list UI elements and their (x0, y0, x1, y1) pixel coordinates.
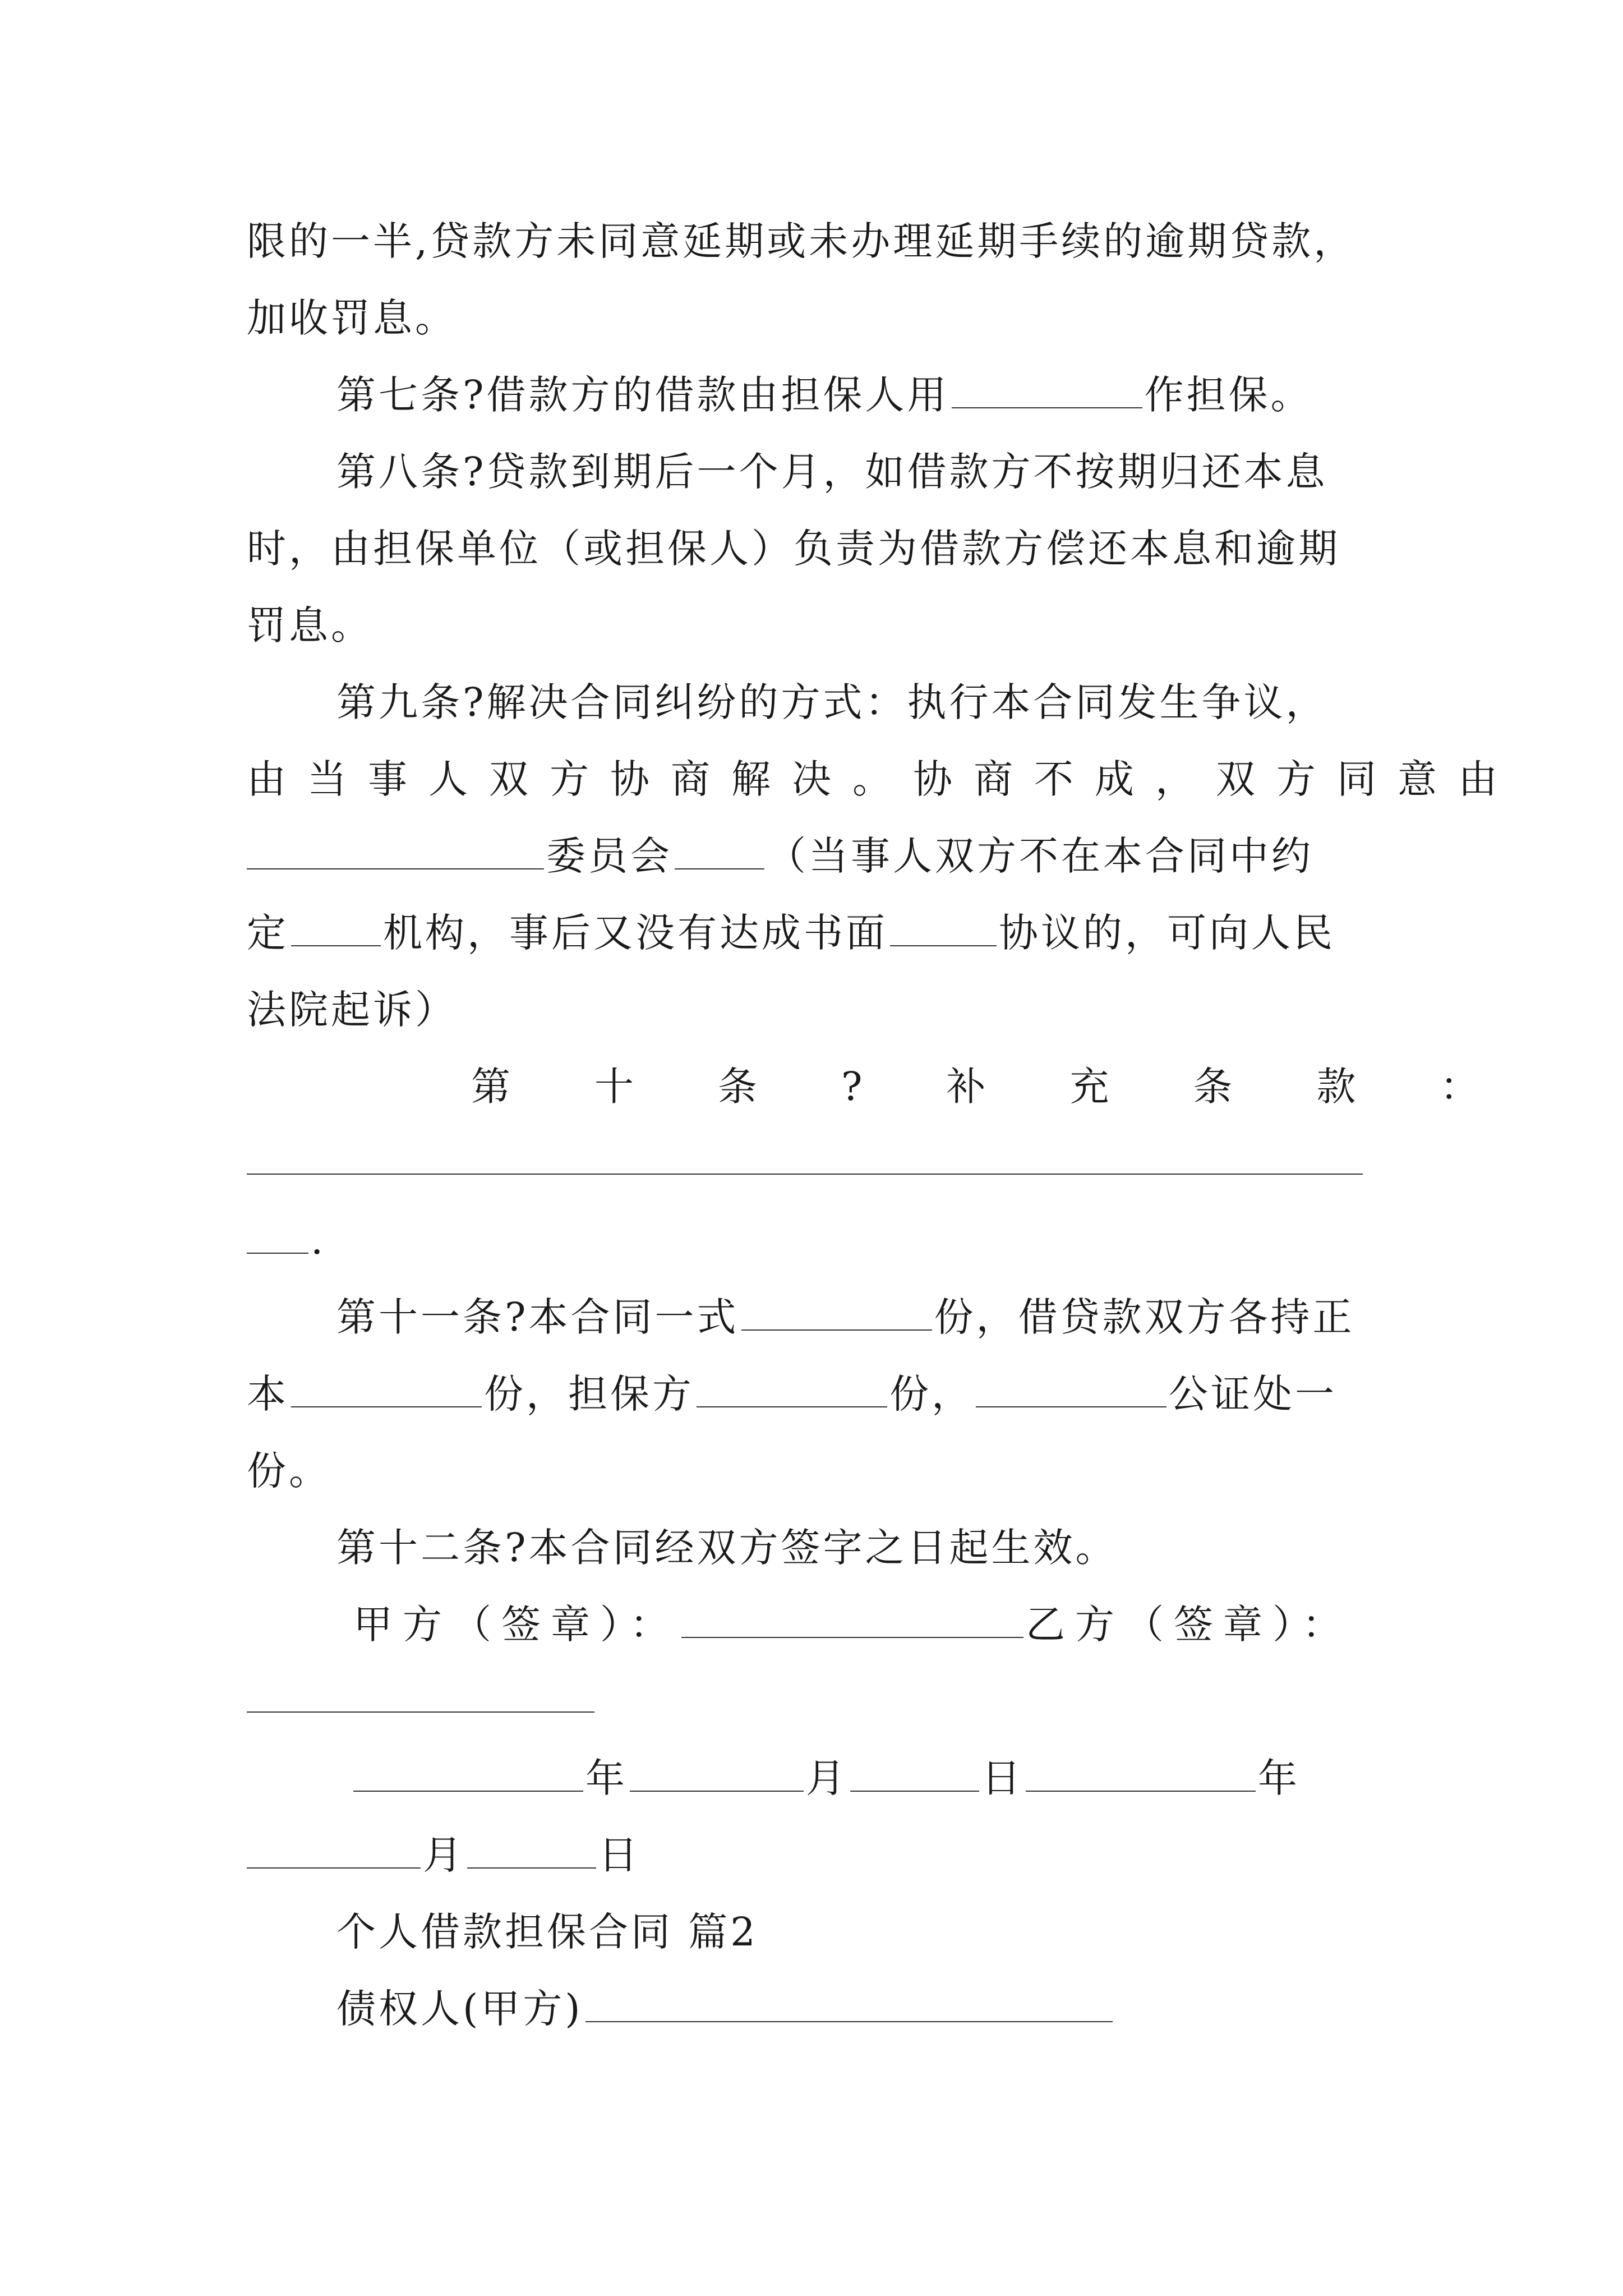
paragraph-line: 定 机构，事后又没有达成书面 协议的，可向人民 (247, 905, 1385, 961)
article-8: 第八条?贷款到期后一个月，如借款方不按期归还本息 (336, 449, 1328, 495)
blank-line (247, 1216, 308, 1254)
blank-line (890, 908, 997, 946)
blank-line (291, 908, 381, 946)
blank-line (291, 1369, 482, 1407)
blank-line (247, 1830, 421, 1869)
article-10: 第十条?补充条款： (471, 1064, 1564, 1110)
blank-line (697, 1369, 887, 1407)
paragraph-line: . (247, 1212, 1385, 1268)
paragraph-line: 时，由担保单位（或担保人）负责为借款方偿还本息和逾期 (247, 526, 1340, 572)
paragraph-line: 由当事人双方协商解决。协商不成，双方同意由 (247, 756, 1519, 802)
blank-line (585, 1984, 1113, 2022)
date-line: 年 月 日 年 (353, 1750, 1385, 1806)
paragraph-line: 法院起诉） (247, 987, 457, 1033)
date-line: 月 日 (247, 1827, 1385, 1883)
paragraph-line: 限的一半,贷款方未同意延期或未办理延期手续的逾期贷款， (247, 218, 1356, 264)
section-title: 个人借款担保合同 篇2 (336, 1909, 758, 1955)
blank-line (952, 370, 1142, 408)
article-12: 第十二条?本合同经双方签字之日起生效。 (336, 1525, 1118, 1571)
paragraph-line: 本 份，担保方 份， 公证处一 (247, 1366, 1385, 1422)
article-7: 第七条?借款方的借款由担保人用 作担保。 (336, 367, 1385, 423)
blank-line (630, 1754, 804, 1792)
blank-line (353, 1754, 583, 1792)
blank-line (247, 1174, 1363, 1175)
paragraph-line: 罚息。 (247, 602, 373, 648)
creditor-line: 债权人(甲方) (336, 1981, 1385, 2037)
signature-line: 甲方（签章）： 乙方（签章）： (353, 1596, 1385, 1653)
blank-line (681, 1600, 1023, 1638)
blank-line (1026, 1754, 1256, 1792)
blank-line (247, 831, 544, 869)
paragraph-line: 委员会 （当事人双方不在本合同中约 (247, 828, 1385, 884)
paragraph-line: 加收罚息。 (247, 295, 457, 341)
blank-line (850, 1754, 979, 1792)
blank-line (467, 1830, 596, 1869)
blank-line (976, 1369, 1166, 1407)
article-9: 第九条?解决合同纠纷的方式：执行本合同发生争议， (336, 679, 1328, 725)
paragraph-line: 份。 (247, 1448, 331, 1494)
blank-line (675, 831, 764, 869)
blank-line (741, 1292, 932, 1331)
blank-line (247, 1711, 594, 1713)
article-11: 第十一条?本合同一式 份，借贷款双方各持正 (336, 1289, 1385, 1345)
